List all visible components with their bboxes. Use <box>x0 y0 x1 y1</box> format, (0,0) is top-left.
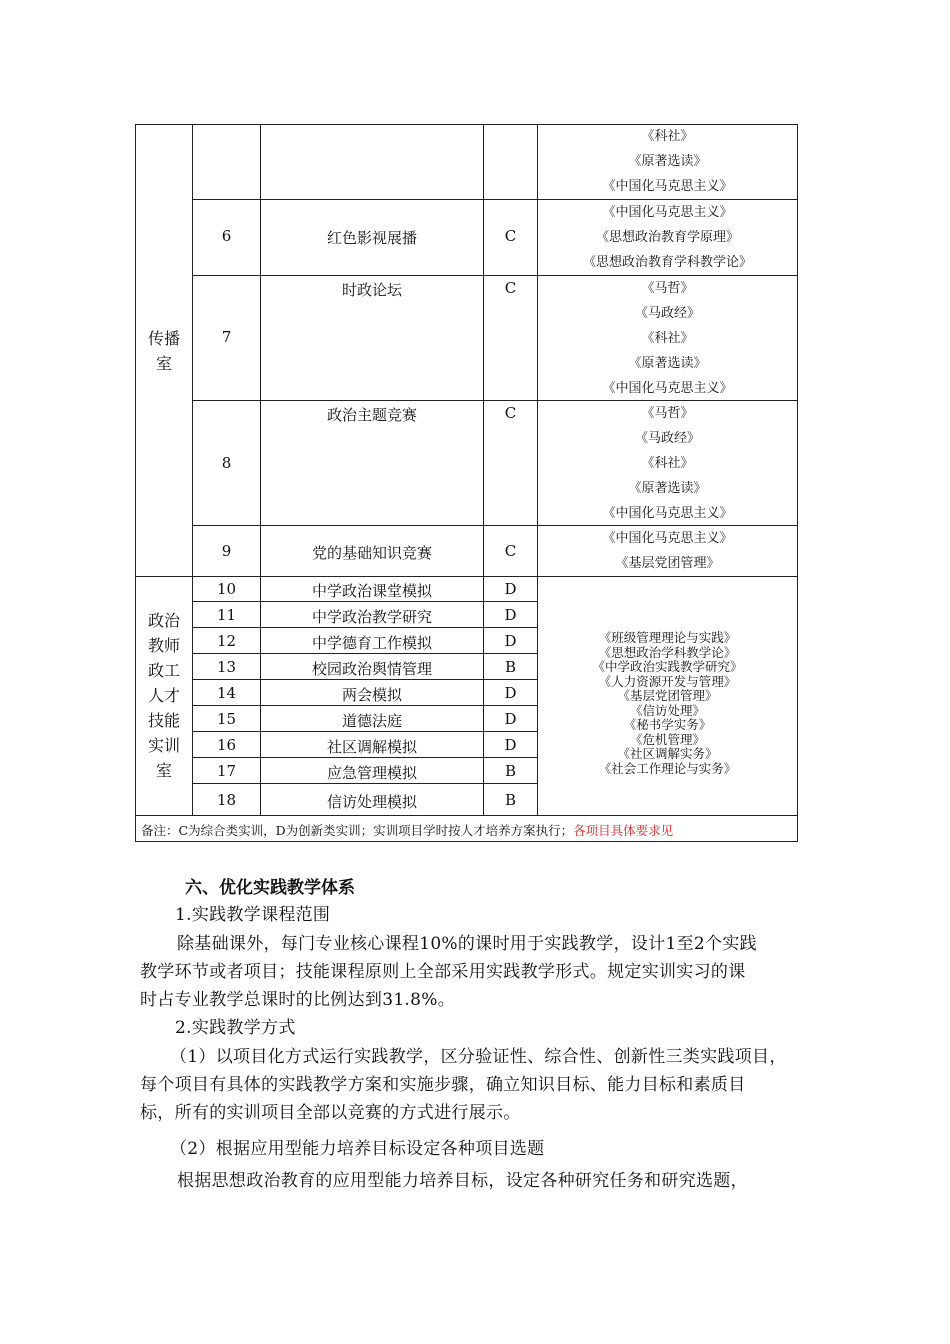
row-7-courses: 《马哲》 《马政经》 《科社》 《原著选读》 《中国化马克思主义》 <box>602 281 733 396</box>
row-8-type: C <box>504 404 517 422</box>
subheading-1: 1.实践教学课程范围 <box>175 905 331 925</box>
section-heading: 六、优化实践教学体系 <box>185 878 355 898</box>
row-14-no: 14 <box>216 684 237 702</box>
row-18-type: B <box>504 791 517 809</box>
row-16-type: D <box>504 736 517 754</box>
row-16-no: 16 <box>216 736 237 754</box>
row-10-no: 10 <box>216 580 237 598</box>
row-11-no: 11 <box>216 606 237 624</box>
row-6-name: 红色影视展播 <box>326 229 417 247</box>
row-8-no: 8 <box>221 454 232 472</box>
row-14-name: 两会模拟 <box>341 686 402 704</box>
rows-10-18-courses: 《班级管理理论与实践》 《思想政治学科教学论》 《中学政治实践教学研究》 《人力资源开发与管理》 《基层党团管理》 《信访处理》 《秘书学实务》 《危机管理》 《社区调解实务》 《社会工作理论与实务》 <box>592 630 743 776</box>
row-15-type: D <box>504 710 517 728</box>
course-list-top: 《科社》 《原著选读》 《中国化马克思主义》 <box>602 129 733 194</box>
row-8-name: 政治主题竞赛 <box>326 406 417 424</box>
row-9-type: C <box>504 542 517 560</box>
row-15-no: 15 <box>216 710 237 728</box>
subheading-2: 2.实践教学方式 <box>175 1018 296 1038</box>
paragraph-1: 除基础课外，每门专业核心课程10%的课时用于实践教学，设计1至2个实践 教学环节或者项目；技能课程原则上全部采用实践教学形式。规定实训实习的课 时占专业教学总课时的比例达到31.8%。 <box>140 934 757 1010</box>
row-18-name: 信访处理模拟 <box>326 793 417 811</box>
row-9-courses: 《中国化马克思主义》 《基层党团管理》 <box>602 531 733 571</box>
row-14-type: D <box>504 684 517 702</box>
row-10-name: 中学政治课堂模拟 <box>311 582 432 600</box>
row-7-no: 7 <box>221 328 232 346</box>
subheading-3: （2）根据应用型能力培养目标设定各种项目选题 <box>170 1139 545 1159</box>
row-10-type: D <box>504 580 517 598</box>
row-6-type: C <box>504 227 517 245</box>
row-9-name: 党的基础知识竞赛 <box>311 544 432 562</box>
room-label-broadcast: 传播室 <box>147 329 180 373</box>
row-12-no: 12 <box>216 632 237 650</box>
room-label-training: 政治教师政工人才技能实训室 <box>147 611 180 780</box>
paragraph-2: （1）以项目化方式运行实践教学，区分验证性、综合性、创新性三类实践项目， 每个项目有具体的实践教学方案和实施步骤，确立知识目标、能力目标和素质目 标，所有的实训项目全部以竞赛的方式进行展示。 <box>140 1047 787 1123</box>
row-13-type: B <box>504 658 517 676</box>
row-13-name: 校园政治舆情管理 <box>311 660 432 678</box>
row-16-name: 社区调解模拟 <box>326 738 417 756</box>
row-11-name: 中学政治教学研究 <box>311 608 432 626</box>
row-12-name: 中学德育工作模拟 <box>311 634 432 652</box>
row-11-type: D <box>504 606 517 624</box>
row-17-name: 应急管理模拟 <box>326 764 417 782</box>
table-note-red: 各项目具体要求见 <box>573 823 674 838</box>
row-18-no: 18 <box>216 791 237 809</box>
paragraph-3: 根据思想政治教育的应用型能力培养目标，设定各种研究任务和研究选题， <box>177 1171 748 1191</box>
row-9-no: 9 <box>221 542 232 560</box>
training-projects-table <box>135 124 798 842</box>
table-note: 备注：C为综合类实训，D为创新类实训；实训项目学时按人才培养方案执行；各项目具体要求见 <box>141 823 674 838</box>
row-12-type: D <box>504 632 517 650</box>
row-17-type: B <box>504 762 517 780</box>
row-7-name: 时政论坛 <box>341 281 402 299</box>
row-8-courses: 《马哲》 《马政经》 《科社》 《原著选读》 《中国化马克思主义》 <box>602 406 733 521</box>
row-6-courses: 《中国化马克思主义》 《思想政治教育学原理》 《思想政治教育学科教学论》 <box>582 205 752 270</box>
row-7-type: C <box>504 279 517 297</box>
row-13-no: 13 <box>216 658 237 676</box>
row-15-name: 道德法庭 <box>341 712 402 730</box>
row-6-no: 6 <box>221 227 232 245</box>
row-17-no: 17 <box>216 762 237 780</box>
